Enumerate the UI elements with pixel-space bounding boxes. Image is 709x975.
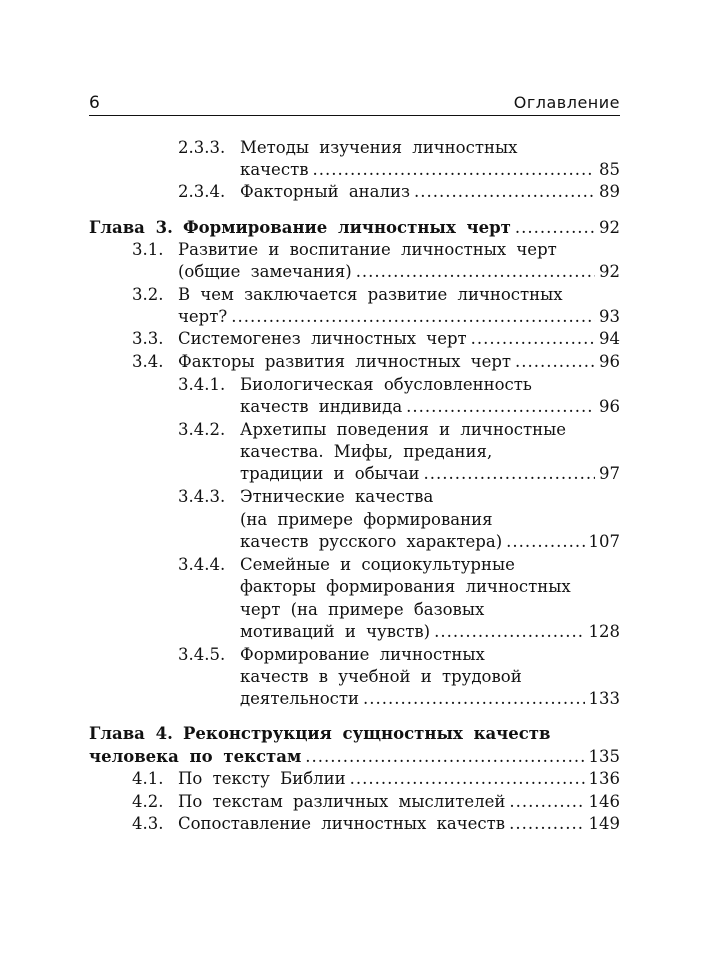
entry-number: 3.4.4. <box>178 555 226 574</box>
entry-title-line: Факторы развития личностных черт <box>178 352 512 371</box>
entry-page: 94 <box>599 329 620 348</box>
entry-title-line: Этнические качества <box>240 487 434 506</box>
dot-leader <box>506 531 584 553</box>
entry-number: 4.2. <box>132 792 164 811</box>
header-rule <box>89 115 620 116</box>
dot-leader <box>350 768 585 790</box>
entry-page: 133 <box>588 689 620 708</box>
dot-leader <box>305 746 584 768</box>
dot-leader <box>414 181 595 203</box>
entry-title-line: мотиваций и чувств) <box>240 622 431 641</box>
entry-title-line: Биологическая обусловленность <box>240 375 532 394</box>
entry-number: 3.4.5. <box>178 645 226 664</box>
entry-number: 3.1. <box>132 240 164 259</box>
chapter-number: Глава 4. <box>89 724 173 743</box>
entry-number: 3.4.2. <box>178 420 226 439</box>
dot-leader <box>406 396 595 418</box>
entry-page: 89 <box>599 182 620 201</box>
entry-title-line: Факторный анализ <box>240 182 410 201</box>
entry-title-line: В чем заключается развитие личностных <box>178 285 563 304</box>
entry-page: 135 <box>588 747 620 766</box>
entry-title-line: традиции и обычаи <box>240 464 420 483</box>
entry-page: 85 <box>599 160 620 179</box>
dot-leader <box>434 621 584 643</box>
entry-title-line: качеств русского характера) <box>240 532 503 551</box>
chapter-title-line: человека по текстам <box>89 747 302 766</box>
entry-number: 4.1. <box>132 769 164 788</box>
entry-title-line: Методы изучения личностных <box>240 138 518 157</box>
entry-title-line: (на примере формирования <box>240 510 493 529</box>
dot-leader <box>312 159 595 181</box>
dot-leader <box>424 463 595 485</box>
entry-number: 3.3. <box>132 329 164 348</box>
entry-page: 128 <box>588 622 620 641</box>
entry-title-line: По текстам различных мыслителей <box>178 792 506 811</box>
entry-title-line: (общие замечания) <box>178 262 352 281</box>
entry-title-line: По тексту Библии <box>178 769 346 788</box>
entry-page: 149 <box>588 814 620 833</box>
dot-leader <box>515 217 595 239</box>
dot-leader <box>356 261 595 283</box>
entry-title-line: Архетипы поведения и личностные <box>240 420 567 439</box>
entry-page: 107 <box>588 532 620 551</box>
entry-title-line: деятельности <box>240 689 359 708</box>
entry-title-line: Системогенез личностных черт <box>178 329 467 348</box>
chapter-title-line: Реконструкция сущностных качеств <box>183 724 551 743</box>
entry-title-line: факторы формирования личностных <box>240 577 571 596</box>
entry-page: 92 <box>599 218 620 237</box>
entry-title-line: Формирование личностных <box>240 645 485 664</box>
entry-page: 92 <box>599 262 620 281</box>
entry-title-line: черт? <box>178 307 228 326</box>
entry-page: 136 <box>588 769 620 788</box>
entry-number: 2.3.4. <box>178 182 226 201</box>
entry-title-line: качеств <box>240 160 309 179</box>
running-title: Оглавление <box>513 93 620 112</box>
dot-leader <box>363 688 585 710</box>
dot-leader <box>471 328 595 350</box>
entry-number: 4.3. <box>132 814 164 833</box>
entry-number: 3.4.1. <box>178 375 226 394</box>
entry-title-line: Сопоставление личностных качеств <box>178 814 506 833</box>
entry-page: 146 <box>588 792 620 811</box>
entry-title-line: качеств в учебной и трудовой <box>240 667 522 686</box>
entry-title-line: качества. Мифы, предания, <box>240 442 493 461</box>
entry-title-line: черт (на примере базовых <box>240 600 485 619</box>
entry-title-line: Семейные и социокультурные <box>240 555 515 574</box>
chapter-title-line: Формирование личностных черт <box>183 218 511 237</box>
entry-title-line: качеств индивида <box>240 397 403 416</box>
entry-number: 3.2. <box>132 285 164 304</box>
entry-page: 97 <box>599 464 620 483</box>
entry-title-line: Развитие и воспитание личностных черт <box>178 240 557 259</box>
entry-page: 96 <box>599 397 620 416</box>
dot-leader <box>231 306 595 328</box>
page-number: 6 <box>89 93 100 113</box>
entry-page: 93 <box>599 307 620 326</box>
dot-leader <box>509 791 584 813</box>
entry-number: 3.4. <box>132 352 164 371</box>
dot-leader <box>515 351 595 373</box>
entry-number: 3.4.3. <box>178 487 226 506</box>
dot-leader <box>509 813 584 835</box>
entry-number: 2.3.3. <box>178 138 226 157</box>
entry-page: 96 <box>599 352 620 371</box>
chapter-number: Глава 3. <box>89 218 173 237</box>
